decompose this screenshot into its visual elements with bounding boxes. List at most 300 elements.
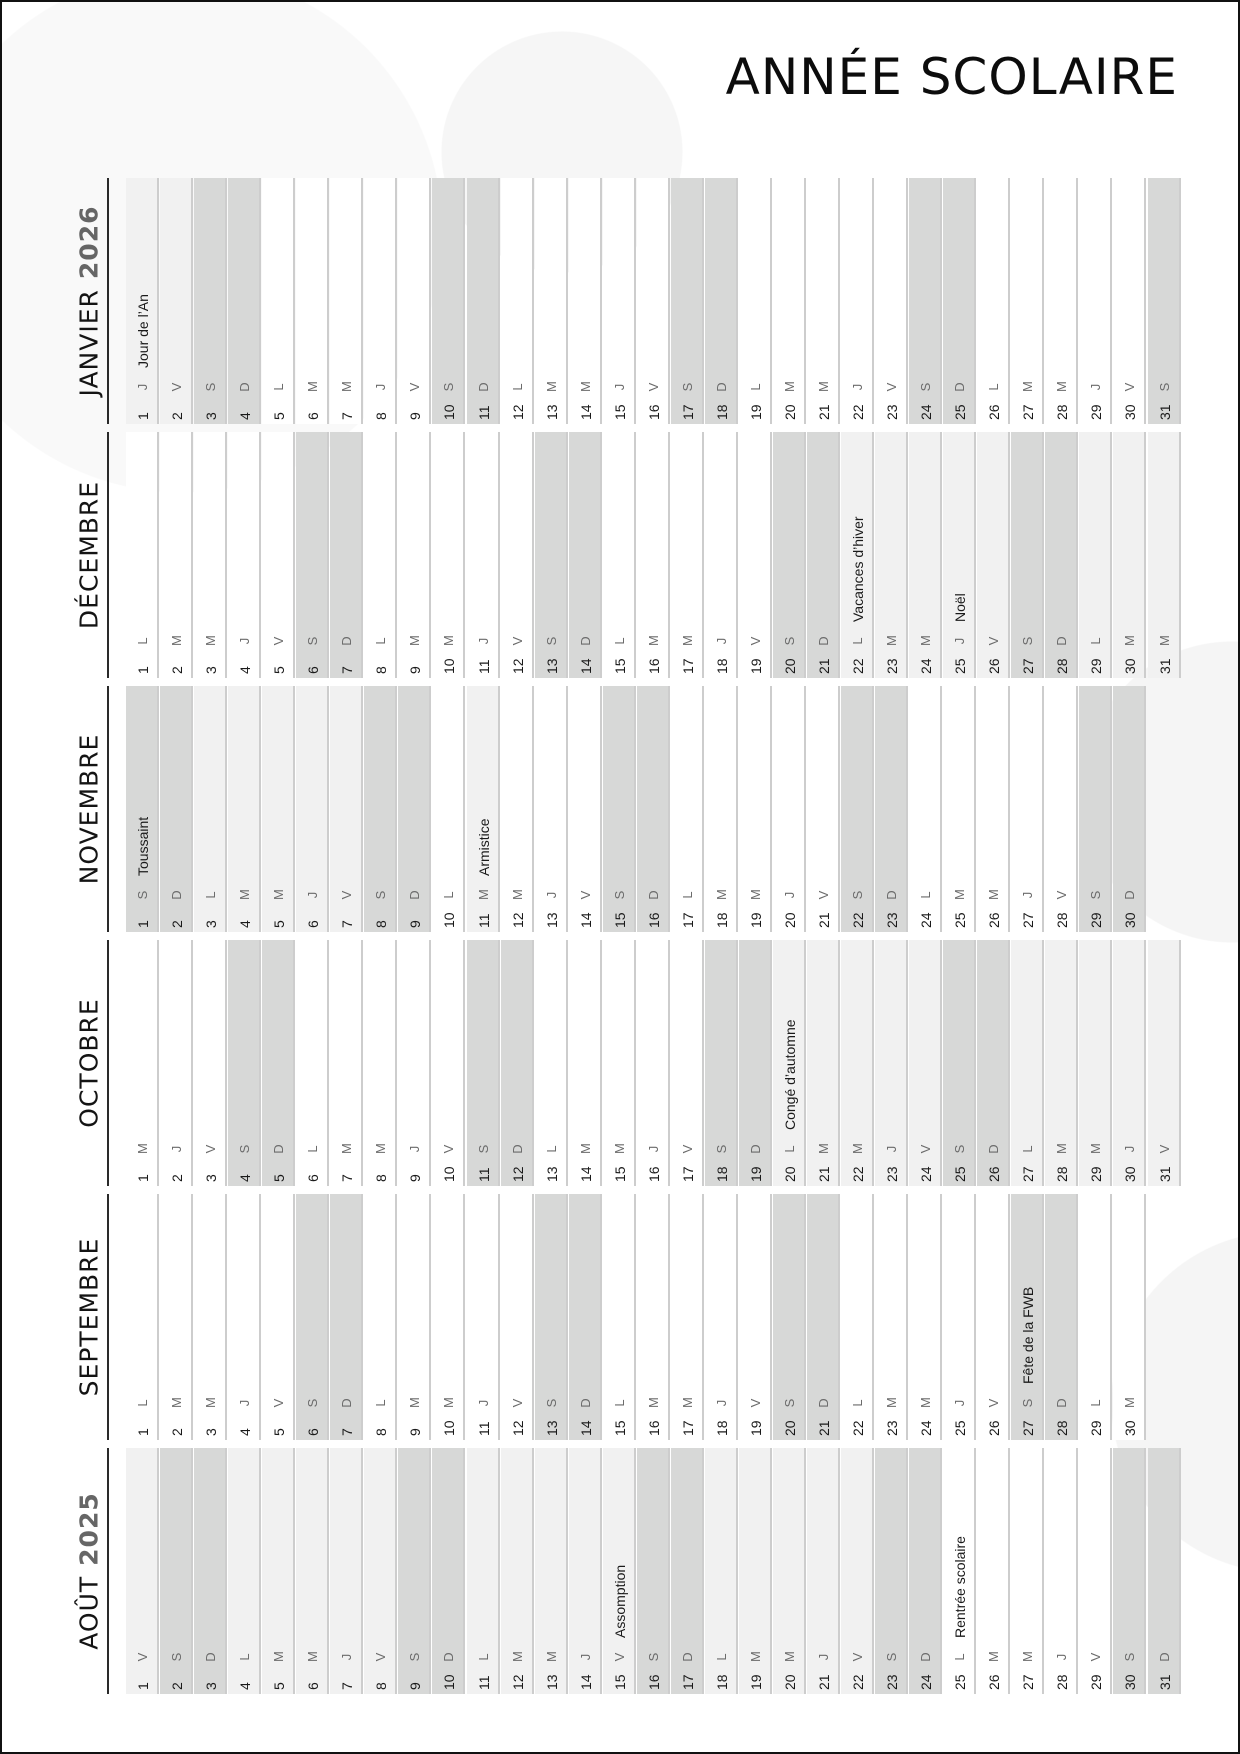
day-cell <box>671 1448 704 1694</box>
day-weekday: M <box>509 1651 525 1662</box>
day-cell <box>705 432 738 678</box>
day-weekday: M <box>1122 1397 1138 1408</box>
day-weekday: D <box>577 636 593 646</box>
day-number: 9 <box>406 412 423 420</box>
day-number: 18 <box>713 1166 730 1182</box>
day-cell <box>228 432 261 678</box>
day-number: 5 <box>270 1174 287 1182</box>
day-number: 1 <box>134 666 151 674</box>
day-weekday: M <box>781 381 797 392</box>
day-cell <box>569 432 602 678</box>
day-weekday: S <box>884 1652 900 1662</box>
day-number: 4 <box>236 1682 253 1690</box>
day-number: 21 <box>815 912 832 928</box>
day-cell <box>671 1194 704 1440</box>
day-weekday: D <box>339 1398 355 1408</box>
day-weekday: V <box>679 1144 695 1154</box>
day-cell <box>1079 1448 1112 1694</box>
day-weekday: M <box>475 889 491 900</box>
day-weekday: M <box>169 635 185 646</box>
day-cell <box>807 432 840 678</box>
day-weekday: J <box>781 891 797 899</box>
day-number: 12 <box>509 1674 526 1690</box>
day-number: 28 <box>1053 658 1070 674</box>
day-weekday: M <box>611 1143 627 1154</box>
day-weekday: J <box>543 891 559 899</box>
day-number: 17 <box>679 1420 696 1436</box>
day-number: 22 <box>849 912 866 928</box>
day-number: 2 <box>168 920 185 928</box>
day-weekday: M <box>884 1397 900 1408</box>
day-cell <box>807 1448 840 1694</box>
day-cell <box>126 940 159 1186</box>
day-number: 21 <box>815 1674 832 1690</box>
day-cell <box>398 178 431 424</box>
day-weekday: V <box>339 890 355 900</box>
day-number: 6 <box>304 412 321 420</box>
day-number: 11 <box>475 405 491 420</box>
day-weekday: S <box>918 382 934 392</box>
day-number: 29 <box>1087 1420 1104 1436</box>
day-number: 19 <box>747 658 764 674</box>
day-weekday: L <box>135 637 150 645</box>
day-number: 17 <box>679 404 696 420</box>
day-weekday: M <box>441 635 457 646</box>
day-cell <box>1045 940 1078 1186</box>
day-weekday: M <box>884 635 900 646</box>
day-cell <box>160 432 193 678</box>
day-number: 15 <box>611 658 628 674</box>
day-number: 10 <box>440 658 457 674</box>
day-cell <box>432 432 465 678</box>
day-weekday: J <box>1054 1653 1070 1661</box>
day-weekday: V <box>918 1144 934 1154</box>
day-number: 21 <box>815 1420 832 1436</box>
day-number: 13 <box>543 1166 560 1182</box>
day-weekday: V <box>986 1398 1002 1408</box>
day-number: 28 <box>1053 1420 1070 1436</box>
day-cell <box>194 1448 227 1694</box>
day-number: 15 <box>611 1674 628 1690</box>
day-cell <box>364 940 397 1186</box>
day-number: 4 <box>236 666 253 674</box>
day-number: 26 <box>985 404 1002 420</box>
day-number: 13 <box>543 658 560 674</box>
day-cell <box>535 1448 568 1694</box>
day-weekday: D <box>509 1144 525 1154</box>
day-weekday: D <box>169 890 185 900</box>
day-weekday: J <box>1122 1145 1138 1153</box>
day-weekday: L <box>1088 1399 1104 1407</box>
day-strip <box>126 940 1186 1186</box>
day-cell <box>739 1448 772 1694</box>
day-number: 17 <box>679 1674 696 1690</box>
day-cell <box>977 432 1010 678</box>
month-year: 2025 <box>74 1492 104 1566</box>
day-strip <box>126 686 1186 932</box>
day-cell <box>398 432 431 678</box>
day-cell <box>603 940 636 1186</box>
day-number: 22 <box>849 404 866 420</box>
month-2 <box>2 686 1240 932</box>
day-weekday: S <box>407 1652 423 1662</box>
day-cell <box>364 432 397 678</box>
day-weekday: J <box>952 1399 968 1407</box>
day-weekday: L <box>952 1653 968 1661</box>
day-cell <box>501 178 534 424</box>
day-weekday: M <box>271 889 287 900</box>
day-cell <box>739 432 772 678</box>
day-weekday: M <box>407 635 423 646</box>
day-weekday: S <box>781 1398 797 1408</box>
day-weekday: V <box>509 1398 525 1408</box>
day-weekday: M <box>986 1651 1002 1662</box>
day-number: 1 <box>134 412 151 420</box>
day-number: 10 <box>440 404 457 420</box>
day-weekday: D <box>441 1652 457 1662</box>
day-number: 6 <box>304 920 321 928</box>
day-number: 30 <box>1121 1420 1138 1436</box>
day-weekday: D <box>747 1144 763 1154</box>
day-cell <box>194 686 227 932</box>
day-number: 14 <box>577 1420 594 1436</box>
day-weekday: L <box>679 891 695 899</box>
day-number: 19 <box>747 404 764 420</box>
month-name-text: AOÛT <box>74 1575 104 1650</box>
day-cell <box>296 940 329 1186</box>
day-cell <box>841 686 874 932</box>
day-number: 30 <box>1121 1674 1138 1690</box>
day-weekday: S <box>1088 890 1104 900</box>
day-weekday: M <box>986 889 1002 900</box>
day-weekday: V <box>271 636 287 646</box>
day-weekday: L <box>543 1145 559 1153</box>
day-number: 8 <box>372 1174 389 1182</box>
day-number: 17 <box>679 1166 696 1182</box>
day-cell <box>501 1194 534 1440</box>
month-label <box>72 432 106 678</box>
day-number: 9 <box>406 666 423 674</box>
day-cell <box>705 686 738 932</box>
day-cell <box>603 1194 636 1440</box>
day-weekday: L <box>441 891 457 899</box>
day-number: 31 <box>1156 658 1172 674</box>
day-event: Assomption <box>611 1564 628 1638</box>
day-weekday: D <box>475 382 491 392</box>
day-cell <box>943 178 976 424</box>
day-number: 19 <box>747 1674 764 1690</box>
day-number: 14 <box>577 1674 594 1690</box>
day-cell <box>1045 686 1078 932</box>
day-weekday: S <box>611 890 627 900</box>
day-weekday: M <box>679 635 695 646</box>
day-cell <box>875 940 908 1186</box>
day-weekday: S <box>305 1398 321 1408</box>
day-weekday: L <box>237 1653 253 1661</box>
day-weekday: V <box>577 890 593 900</box>
day-weekday: S <box>1020 1398 1036 1408</box>
day-cell <box>160 1448 193 1694</box>
day-cell <box>1113 686 1146 932</box>
day-number: 7 <box>338 1682 355 1690</box>
day-cell <box>637 686 670 932</box>
day-cell <box>637 940 670 1186</box>
day-weekday: J <box>135 383 150 391</box>
day-weekday: D <box>645 890 661 900</box>
day-cell <box>807 178 840 424</box>
day-number: 3 <box>202 1174 219 1182</box>
day-weekday: J <box>373 383 389 391</box>
day-number: 8 <box>372 412 389 420</box>
day-cell <box>841 178 874 424</box>
day-number: 7 <box>338 666 355 674</box>
day-cell <box>875 178 908 424</box>
day-number: 28 <box>1053 1674 1070 1690</box>
day-number: 28 <box>1053 912 1070 928</box>
day-number: 2 <box>168 1682 185 1690</box>
day-event: Toussaint <box>134 816 151 876</box>
day-cell <box>296 178 329 424</box>
day-number: 29 <box>1087 1674 1104 1690</box>
day-cell <box>841 1448 874 1694</box>
day-number: 4 <box>236 1174 253 1182</box>
day-number: 26 <box>985 912 1002 928</box>
day-number: 25 <box>951 1420 968 1436</box>
day-number: 14 <box>577 1166 594 1182</box>
day-cell <box>909 1448 942 1694</box>
day-cell <box>671 432 704 678</box>
day-number: 15 <box>611 1166 628 1182</box>
day-weekday: D <box>952 382 968 392</box>
day-number: 12 <box>509 1166 526 1182</box>
day-weekday: L <box>1088 637 1104 645</box>
day-weekday: M <box>339 1143 355 1154</box>
day-cell <box>1079 178 1112 424</box>
day-weekday: M <box>1122 635 1138 646</box>
day-weekday: L <box>475 1653 491 1661</box>
day-weekday: M <box>407 1397 423 1408</box>
day-number: 16 <box>645 404 662 420</box>
day-number: 23 <box>883 404 900 420</box>
day-cell <box>1113 1448 1146 1694</box>
day-number: 28 <box>1053 404 1070 420</box>
day-cell <box>262 1448 295 1694</box>
day-weekday: M <box>543 1651 559 1662</box>
day-number: 31 <box>1156 1674 1172 1690</box>
day-weekday: M <box>1054 1143 1070 1154</box>
day-number: 27 <box>1019 404 1036 420</box>
day-weekday: M <box>203 1397 219 1408</box>
day-number: 25 <box>951 404 968 420</box>
day-weekday: J <box>884 1145 900 1153</box>
day-weekday: S <box>305 636 321 646</box>
day-weekday: J <box>611 383 627 391</box>
day-number: 23 <box>883 1674 900 1690</box>
day-weekday: M <box>543 381 559 392</box>
day-weekday: J <box>169 1145 185 1153</box>
day-number: 11 <box>475 1167 491 1182</box>
day-number: 10 <box>440 1420 457 1436</box>
day-number: 9 <box>406 1174 423 1182</box>
day-cell <box>535 686 568 932</box>
day-cell <box>126 432 159 678</box>
day-number: 1 <box>134 1682 151 1690</box>
day-cell <box>330 940 363 1186</box>
day-event: Jour de l’An <box>134 294 151 368</box>
day-event: Congé d’automne <box>781 1019 798 1130</box>
day-number: 10 <box>440 1674 457 1690</box>
day-cell <box>432 686 465 932</box>
day-weekday: J <box>237 1399 253 1407</box>
day-number: 30 <box>1121 658 1138 674</box>
day-weekday: L <box>305 1145 321 1153</box>
day-cell <box>126 178 159 424</box>
day-weekday: M <box>305 1651 321 1662</box>
day-cell <box>330 686 363 932</box>
day-weekday: J <box>713 1399 729 1407</box>
month-label <box>72 686 106 932</box>
day-weekday: M <box>679 1397 695 1408</box>
day-number: 13 <box>543 404 560 420</box>
day-number: 13 <box>543 912 560 928</box>
day-cell <box>603 432 636 678</box>
day-number: 15 <box>611 912 628 928</box>
day-weekday: J <box>1088 383 1104 391</box>
day-number: 9 <box>406 1428 423 1436</box>
day-weekday: V <box>1088 1652 1104 1662</box>
day-cell <box>262 1194 295 1440</box>
day-weekday: J <box>475 637 491 645</box>
day-weekday: V <box>1156 1144 1172 1154</box>
day-cell <box>1011 940 1044 1186</box>
day-cell <box>432 1448 465 1694</box>
day-weekday: S <box>543 636 559 646</box>
day-weekday: M <box>918 1397 934 1408</box>
day-number: 22 <box>849 1166 866 1182</box>
month-year: 2026 <box>74 205 104 280</box>
day-cell <box>569 178 602 424</box>
month-name-text: SEPTEMBRE <box>74 1237 104 1397</box>
day-number: 9 <box>406 1682 423 1690</box>
day-weekday: L <box>986 383 1002 391</box>
day-weekday: M <box>577 1143 593 1154</box>
day-number: 21 <box>815 404 832 420</box>
day-cell <box>909 686 942 932</box>
day-weekday: D <box>271 1144 287 1154</box>
day-number: 29 <box>1087 912 1104 928</box>
day-cell <box>1011 1448 1044 1694</box>
day-cell <box>569 1448 602 1694</box>
day-cell <box>739 686 772 932</box>
day-number: 8 <box>372 1428 389 1436</box>
day-cell <box>1011 1194 1044 1440</box>
day-weekday: V <box>645 382 661 392</box>
month-name-text: JANVIER <box>74 289 104 397</box>
day-weekday: S <box>475 1144 491 1154</box>
day-number: 18 <box>713 658 730 674</box>
day-cell <box>432 178 465 424</box>
day-cell <box>773 1448 806 1694</box>
day-number: 8 <box>372 920 389 928</box>
day-weekday: D <box>339 636 355 646</box>
day-number: 7 <box>338 920 355 928</box>
day-weekday: S <box>543 1398 559 1408</box>
day-weekday: M <box>339 381 355 392</box>
day-number: 8 <box>372 1682 389 1690</box>
day-number: 27 <box>1019 658 1036 674</box>
month-label <box>72 940 106 1186</box>
day-cell <box>1148 940 1181 1186</box>
day-cell <box>364 178 397 424</box>
day-cell <box>330 432 363 678</box>
day-number: 27 <box>1019 912 1036 928</box>
day-weekday: J <box>305 891 321 899</box>
day-number: 31 <box>1156 1166 1172 1182</box>
day-weekday: M <box>645 1397 661 1408</box>
day-number: 6 <box>304 1682 321 1690</box>
day-cell <box>467 432 500 678</box>
day-weekday: M <box>816 1143 831 1154</box>
day-cell <box>1148 432 1181 678</box>
day-number: 29 <box>1087 404 1104 420</box>
day-cell <box>943 1194 976 1440</box>
day-weekday: S <box>850 890 866 900</box>
day-cell <box>1045 432 1078 678</box>
day-number: 19 <box>747 1420 764 1436</box>
day-cell <box>943 432 976 678</box>
day-cell <box>501 686 534 932</box>
day-number: 21 <box>815 1166 832 1182</box>
day-weekday: M <box>135 1143 150 1154</box>
day-cell <box>398 1448 431 1694</box>
day-cell <box>126 1194 159 1440</box>
day-event: Armistice <box>475 818 491 876</box>
day-number: 28 <box>1053 1166 1070 1182</box>
day-number: 12 <box>509 912 526 928</box>
month-4 <box>2 1194 1240 1440</box>
day-number: 20 <box>781 404 798 420</box>
day-cell <box>705 1448 738 1694</box>
day-weekday: V <box>747 636 763 646</box>
month-name <box>75 1492 104 1650</box>
day-cell <box>364 686 397 932</box>
day-number: 30 <box>1121 912 1138 928</box>
day-cell <box>569 1194 602 1440</box>
day-number: 9 <box>406 920 423 928</box>
day-cell <box>943 940 976 1186</box>
day-number: 18 <box>713 1674 730 1690</box>
day-number: 5 <box>270 920 287 928</box>
day-number: 2 <box>168 1428 185 1436</box>
day-weekday: L <box>203 891 219 899</box>
day-weekday: V <box>169 382 185 392</box>
day-number: 3 <box>202 920 219 928</box>
day-cell <box>535 178 568 424</box>
day-number: 1 <box>134 1428 151 1436</box>
day-number: 3 <box>202 666 219 674</box>
day-number: 3 <box>202 1428 219 1436</box>
day-number: 30 <box>1121 1166 1138 1182</box>
day-number: 11 <box>475 659 491 674</box>
day-cell <box>841 940 874 1186</box>
day-number: 29 <box>1087 658 1104 674</box>
day-number: 16 <box>645 1420 662 1436</box>
day-weekday: S <box>952 1144 968 1154</box>
day-weekday: M <box>918 635 934 646</box>
day-weekday: V <box>884 382 900 392</box>
day-number: 31 <box>1156 404 1172 420</box>
day-cell <box>467 940 500 1186</box>
